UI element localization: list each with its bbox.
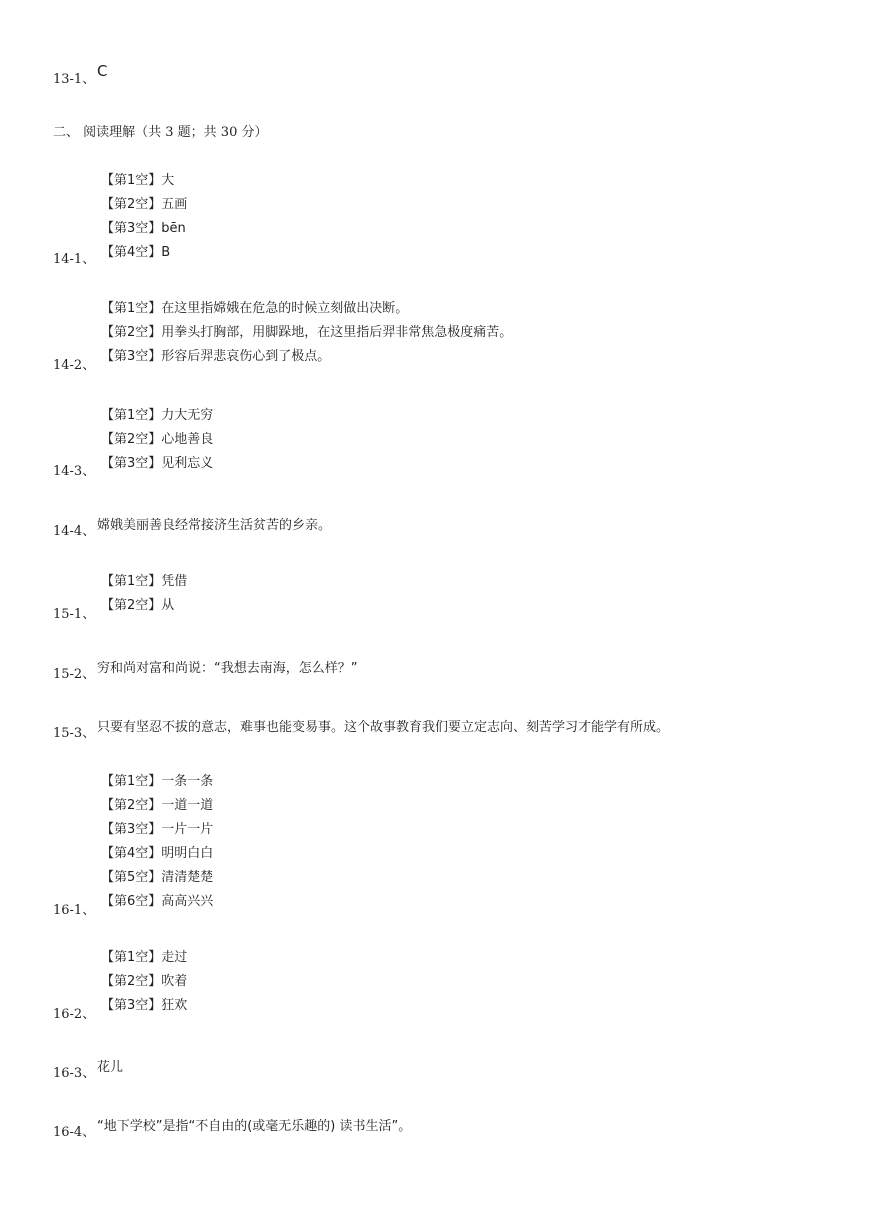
blank-line: 【第2空】从 [101, 598, 175, 613]
blank-line: 【第3空】bēn [101, 221, 186, 236]
answer-15-2: 穷和尚对富和尚说：“我想去南海，怎么样？” [97, 661, 358, 676]
blank-line: 【第2空】吹着 [101, 974, 188, 989]
answer-block-14-2 [101, 297, 512, 369]
blank-line: 【第1空】大 [101, 173, 175, 188]
blank-line: 【第3空】见利忘义 [101, 456, 214, 471]
answer-block-16-2 [101, 946, 187, 1018]
blank-line: 【第4空】明明白白 [101, 846, 214, 861]
answer-16-3: 花儿 [97, 1060, 124, 1075]
blank-line: 【第2空】心地善良 [101, 432, 214, 447]
blank-line: 【第3空】形容后羿悲哀伤心到了极点。 [101, 349, 331, 364]
blank-line: 【第1空】在这里指嫦娥在危急的时候立刻做出决断。 [101, 301, 409, 316]
item-label-14-2: 14-2、 [53, 358, 96, 373]
answer-block-14-1 [101, 169, 187, 265]
item-label-14-4: 14-4、 [53, 524, 96, 539]
blank-line: 【第2空】用拳头打胸部，用脚跺地，在这里指后羿非常焦急极度痛苦。 [101, 325, 513, 340]
answer-block-15-1 [101, 570, 187, 618]
item-label-13-1: 13-1、 [53, 72, 96, 87]
blank-line: 【第3空】一片一片 [101, 822, 214, 837]
blank-line: 【第1空】力大无穷 [101, 408, 214, 423]
answer-16-4: “地下学校”是指“不自由的(或毫无乐趣的) 读书生活”。 [97, 1119, 412, 1134]
item-label-16-3: 16-3、 [53, 1066, 96, 1081]
answer-15-3: 只要有坚忍不拔的意志，难事也能变易事。这个故事教育我们要立定志向、刻苦学习才能学有所成。 [97, 720, 670, 735]
answer-block-16-1 [101, 770, 213, 914]
item-label-16-1: 16-1、 [53, 903, 96, 918]
blank-line: 【第2空】五画 [101, 197, 188, 212]
blank-line: 【第6空】高高兴兴 [101, 894, 214, 909]
blank-line: 【第1空】走过 [101, 950, 188, 965]
blank-line: 【第5空】清清楚楚 [101, 870, 214, 885]
section-heading: 二、 阅读理解（共 3 题；共 30 分） [53, 125, 268, 140]
item-label-16-2: 16-2、 [53, 1007, 96, 1022]
blank-line: 【第3空】狂欢 [101, 998, 188, 1013]
blank-line: 【第2空】一道一道 [101, 798, 214, 813]
item-label-14-1: 14-1、 [53, 252, 96, 267]
item-label-14-3: 14-3、 [53, 464, 96, 479]
item-label-15-2: 15-2、 [53, 667, 96, 682]
blank-line: 【第4空】B [101, 245, 171, 260]
item-label-15-3: 15-3、 [53, 726, 96, 741]
answer-block-14-3 [101, 404, 213, 476]
item-label-16-4: 16-4、 [53, 1125, 96, 1140]
answer-13-1: C [97, 62, 108, 80]
blank-line: 【第1空】凭借 [101, 574, 188, 589]
blank-line: 【第1空】一条一条 [101, 774, 214, 789]
item-label-15-1: 15-1、 [53, 607, 96, 622]
answer-14-4: 嫦娥美丽善良经常接济生活贫苦的乡亲。 [97, 518, 332, 533]
